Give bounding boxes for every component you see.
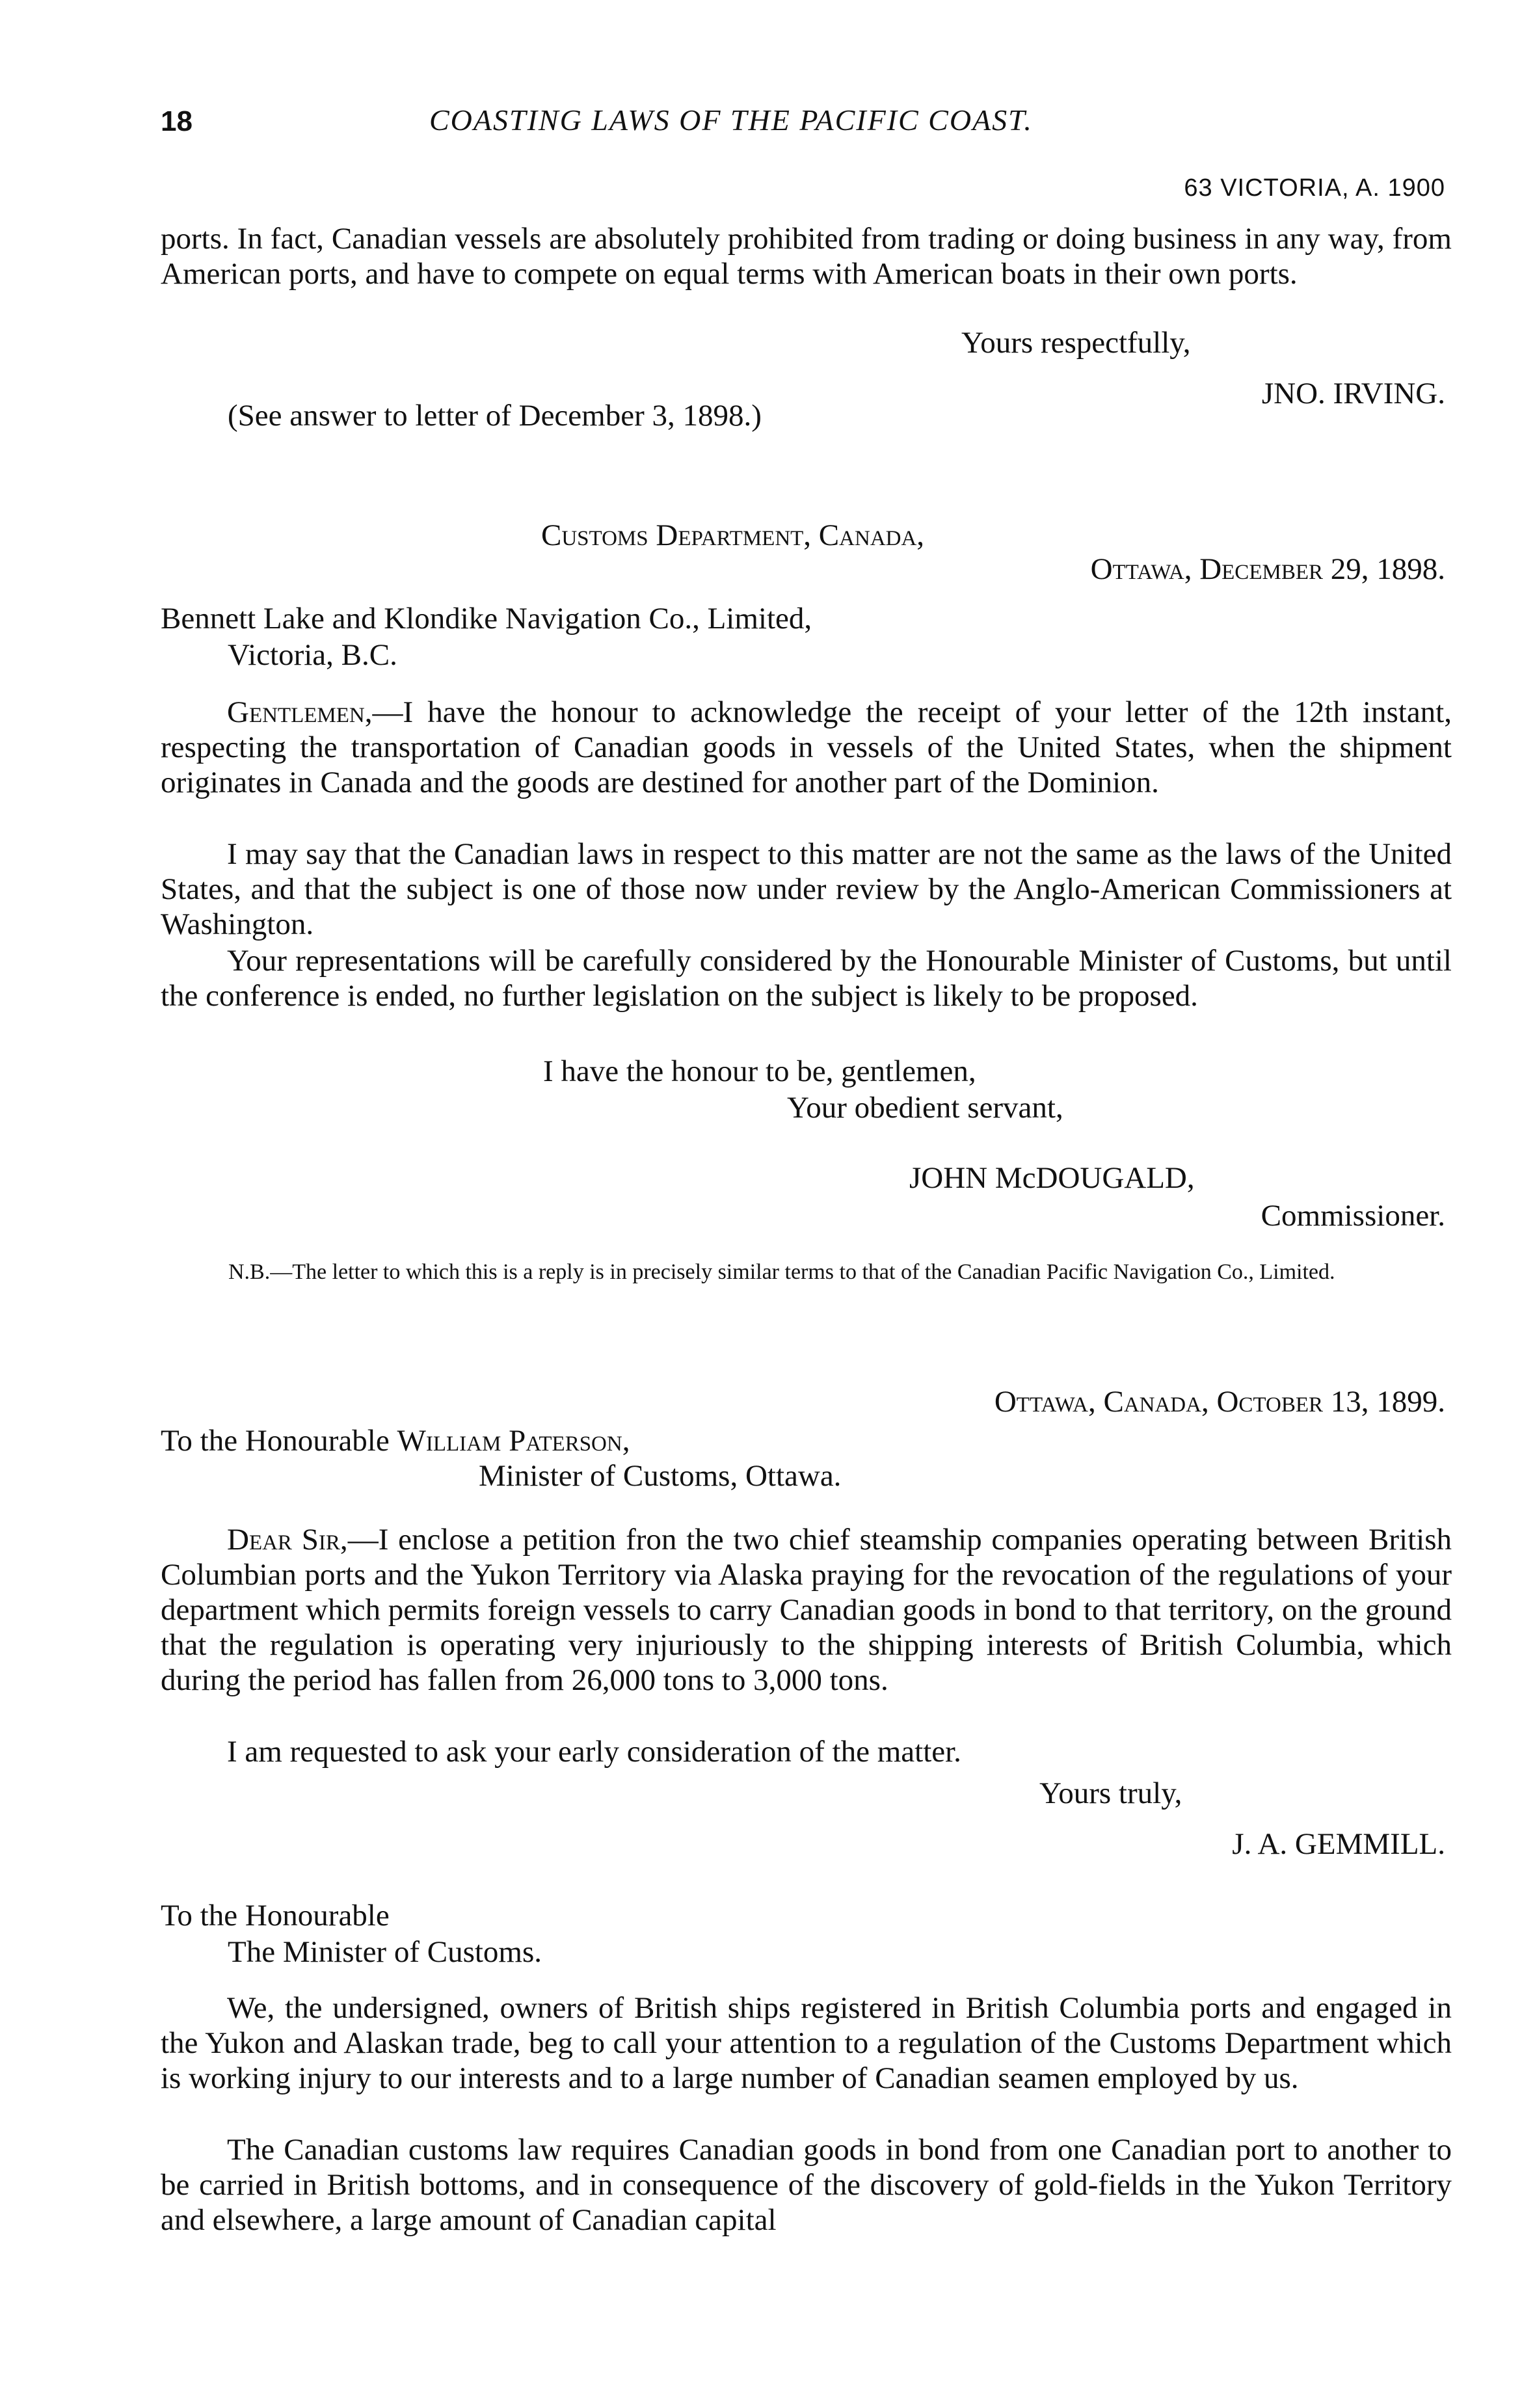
page-number: 18 bbox=[161, 105, 193, 137]
running-title: COASTING LAWS OF THE PACIFIC COAST. bbox=[429, 103, 1033, 137]
irving-signature: JNO. IRVING. bbox=[1261, 377, 1445, 410]
session-label: 63 VICTORIA, A. 1900 bbox=[1184, 174, 1445, 202]
petition-addressee-line1: To the Honourable bbox=[161, 1899, 390, 1933]
letter3-addressee-line1 bbox=[161, 1423, 630, 1458]
petition-paragraph1: We, the undersigned, owners of British ships registered in British Columbia ports and engaged in the Yukon and Alaskan trade, beg to call your attention to a regulation of the Customs Department which is working injury to our interests and to a large number of Canadian seamen employed by us. bbox=[161, 1991, 1452, 2095]
letter2-closing2: Your obedient servant, bbox=[787, 1091, 1063, 1125]
see-answer-note: (See answer to letter of December 3, 1898.) bbox=[228, 399, 762, 433]
letter2-closing1: I have the honour to be, gentlemen, bbox=[543, 1054, 976, 1088]
irving-closing: Yours respectfully, bbox=[961, 326, 1191, 360]
letter3-place-date bbox=[994, 1384, 1445, 1419]
letter2-signature: JOHN McDOUGALD, bbox=[909, 1161, 1195, 1195]
letter2-place-date bbox=[1091, 552, 1445, 587]
letter3-paragraph1-text: —I enclose a petition fron the two chief steamship companies operating between British Columbian ports and the Yukon Territory via Alaska praying for the revocation of the regulations of your department which permits foreign vessels to carry Canadian goods in bond to that territory, on the ground that the regulation is operating very injuriously to the shipping interests of British Columbia, which during the period has fallen from 26,000 tons to 3,000 tons. bbox=[161, 1523, 1452, 1697]
letter3-addressee-line2: Minister of Customs, Ottawa. bbox=[479, 1459, 842, 1493]
letter2-department: Customs Department, Canada, bbox=[541, 518, 925, 552]
petition-addressee-line2: The Minister of Customs. bbox=[228, 1935, 542, 1969]
letter2-title: Commissioner. bbox=[1261, 1199, 1445, 1233]
letter2-nb-note: N.B.—The letter to which this is a reply is in precisely similar terms to that of the Canadian Pacific Navigation Co., Limited. bbox=[228, 1260, 1335, 1284]
letter2-place-date-text: Ottawa, December 29, 1898. bbox=[1090, 552, 1445, 586]
petition-paragraph2: The Canadian customs law requires Canadian goods in bond from one Canadian port to another to be carried in British bottoms, and in consequence of the discovery of gold-fields in the Yukon Territory and elsewhere, a large amount of Canadian capital bbox=[161, 2133, 1452, 2237]
letter2-paragraph1-text: —I have the honour to acknowledge the receipt of your letter of the 12th instant, respecting the transportation of Canadian goods in vessels of the United States, when the shipment originates in Canada and the goods are destined for another part of the Dominion. bbox=[161, 695, 1452, 799]
letter2-paragraph3: Your representations will be carefully considered by the Honourable Minister of Customs, but until the conference is ended, no further legislation on the subject is likely to be proposed. bbox=[161, 944, 1452, 1013]
letter2-addressee-line1: Bennett Lake and Klondike Navigation Co., Limited, bbox=[161, 602, 812, 635]
letter3-paragraph1 bbox=[161, 1522, 1452, 1698]
letter2-addressee-line2: Victoria, B.C. bbox=[228, 638, 397, 672]
irving-letter-closing-paragraph: ports. In fact, Canadian vessels are absolutely prohibited from trading or doing business in any way, from American ports, and have to compete on equal terms with American boats in their own ports. bbox=[161, 222, 1452, 291]
letter2-paragraph1 bbox=[161, 695, 1452, 800]
letter3-addressee-prefix: To the Honourable bbox=[161, 1424, 397, 1458]
letter2-salutation: Gentlemen, bbox=[227, 695, 373, 729]
letter3-salutation: Dear Sir, bbox=[227, 1523, 348, 1557]
letter2-paragraph2: I may say that the Canadian laws in respect to this matter are not the same as the laws of the United States, and that the subject is one of those now under review by the Anglo-American Commissioners at Washington. bbox=[161, 837, 1452, 941]
letter3-closing: Yours truly, bbox=[1039, 1776, 1182, 1810]
letter3-place-date-text: Ottawa, Canada, October 13, 1899. bbox=[994, 1385, 1445, 1419]
letter3-addressee-name: William Paterson, bbox=[397, 1424, 630, 1458]
letter3-paragraph2: I am requested to ask your early consideration of the matter. bbox=[227, 1735, 961, 1769]
letter3-signature: J. A. GEMMILL. bbox=[1232, 1827, 1445, 1861]
